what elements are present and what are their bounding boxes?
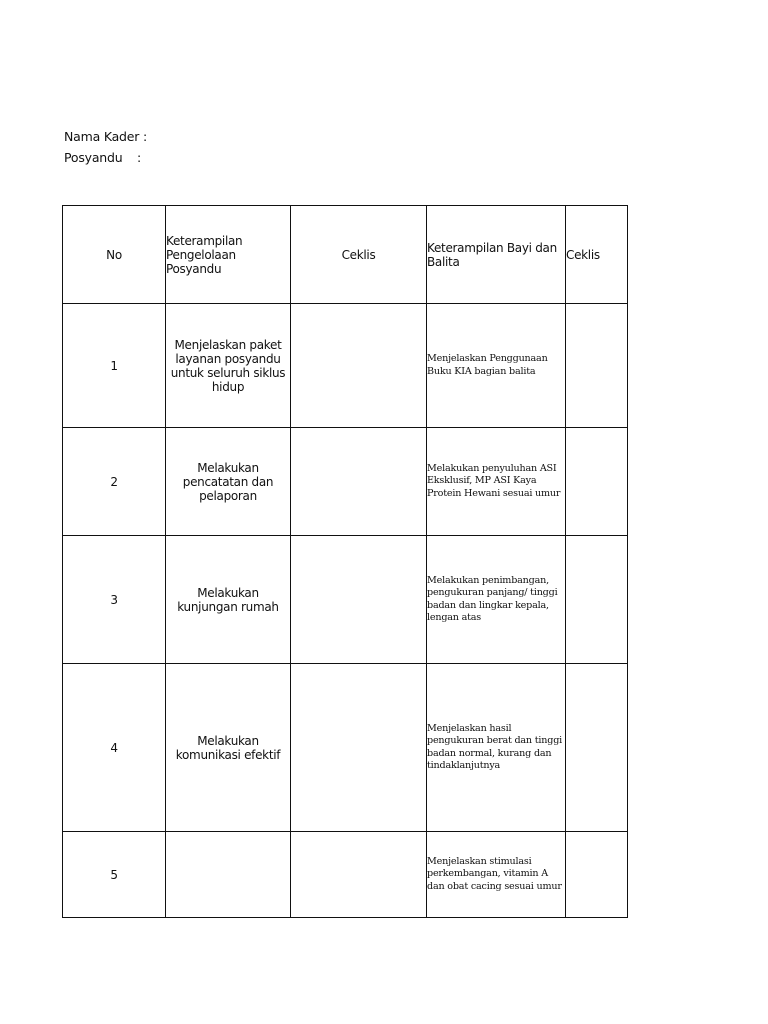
column-header-ceklis: Ceklis — [291, 206, 427, 304]
pengelolaan-skill-cell: Melakukan kunjungan rumah — [166, 536, 291, 664]
column-header-keterampilan-pengelolaan: Keterampilan Pengelolaan Posyandu — [166, 206, 291, 304]
column-header-no: No — [63, 206, 166, 304]
table-header-row — [63, 206, 628, 304]
pengelolaan-skill-cell: Melakukan komunikasi efektif — [166, 664, 291, 832]
posyandu-label: Posyandu — [64, 150, 123, 165]
posyandu-colon: : — [137, 150, 142, 165]
pengelolaan-skill-cell: Melakukan pencatatan dan pelaporan — [166, 428, 291, 536]
ceklis-cell[interactable] — [291, 304, 427, 428]
checklist-table — [62, 205, 628, 918]
ceklis-cell-2[interactable] — [566, 832, 628, 918]
row-number: 1 — [63, 304, 166, 428]
nama-kader-label: Nama Kader : — [64, 129, 148, 144]
ceklis-cell[interactable] — [291, 664, 427, 832]
ceklis-cell-2[interactable] — [566, 536, 628, 664]
table-row — [63, 832, 628, 918]
pengelolaan-skill-cell — [166, 832, 291, 918]
bayi-skill-cell: Menjelaskan Penggunaan Buku KIA bagian balita — [427, 304, 566, 428]
bayi-skill-cell: Menjelaskan hasil pengukuran berat dan tinggi badan normal, kurang dan tindaklanjutnya — [427, 664, 566, 832]
row-number: 2 — [63, 428, 166, 536]
bayi-skill-cell: Melakukan penyuluhan ASI Eksklusif, MP ASI Kaya Protein Hewani sesuai umur — [427, 428, 566, 536]
table-row — [63, 536, 628, 664]
nama-kader-field — [64, 129, 147, 144]
ceklis-cell-2[interactable] — [566, 664, 628, 832]
table-row — [63, 428, 628, 536]
bayi-skill-cell: Menjelaskan stimulasi perkembangan, vitamin A dan obat cacing sesuai umur — [427, 832, 566, 918]
ceklis-cell[interactable] — [291, 536, 427, 664]
ceklis-cell[interactable] — [291, 832, 427, 918]
bayi-skill-cell: Melakukan penimbangan, pengukuran panjang/ tinggi badan dan lingkar kepala, lengan atas — [427, 536, 566, 664]
column-header-ceklis-2: Ceklis — [566, 206, 628, 304]
ceklis-cell[interactable] — [291, 428, 427, 536]
row-number: 5 — [63, 832, 166, 918]
table-row — [63, 304, 628, 428]
row-number: 4 — [63, 664, 166, 832]
posyandu-field — [64, 150, 141, 165]
pengelolaan-skill-cell: Menjelaskan paket layanan posyandu untuk seluruh siklus hidup — [166, 304, 291, 428]
row-number: 3 — [63, 536, 166, 664]
ceklis-cell-2[interactable] — [566, 304, 628, 428]
column-header-keterampilan-bayi-balita: Keterampilan Bayi dan Balita — [427, 206, 566, 304]
table-row — [63, 664, 628, 832]
ceklis-cell-2[interactable] — [566, 428, 628, 536]
